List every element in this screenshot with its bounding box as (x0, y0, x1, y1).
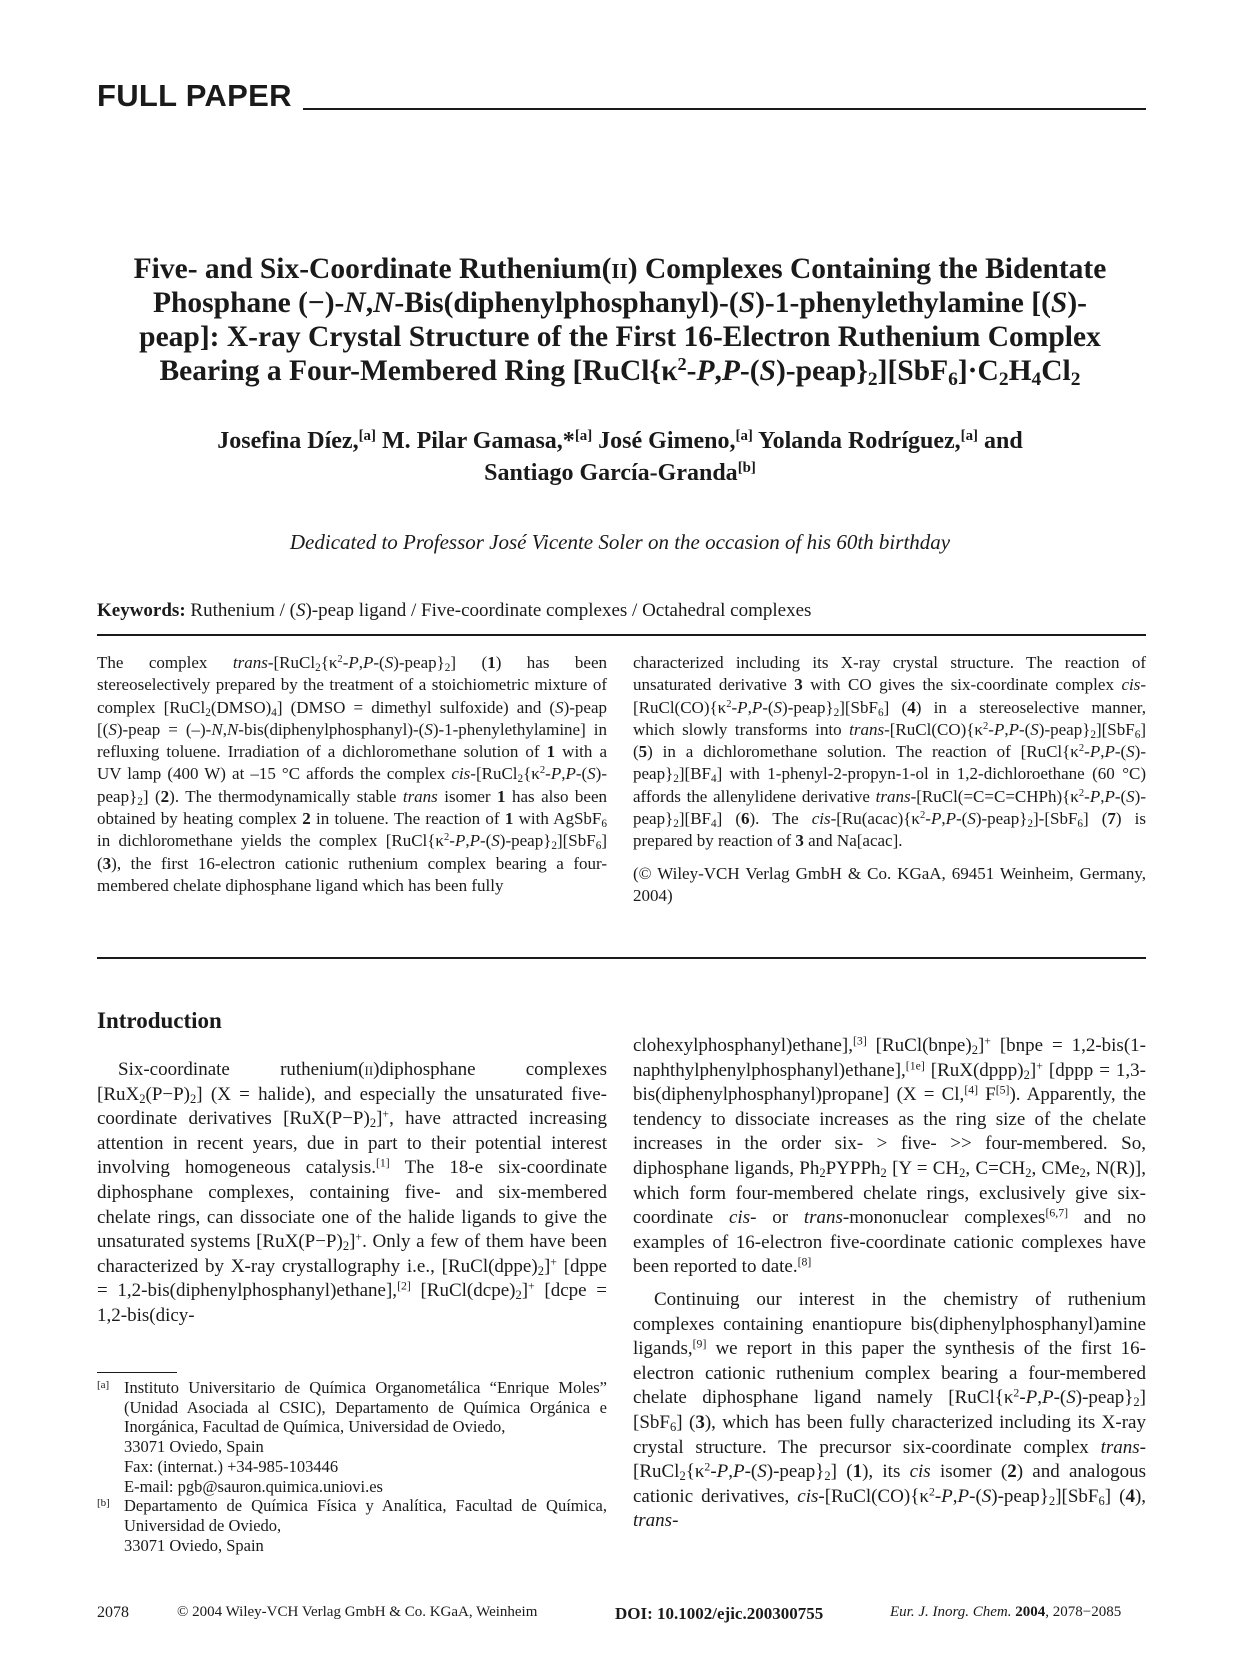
abstract-bottom-rule (97, 957, 1146, 959)
page-number: 2078 (97, 1604, 129, 1621)
footnote-text: Departamento de Química Física y Analítica, Facultad de Química, Universidad de Oviedo, 33071 Oviedo, Spain (124, 1496, 607, 1555)
footer-copyright: © 2004 Wiley-VCH Verlag GmbH & Co. KGaA, Weinheim (177, 1604, 538, 1620)
doi-link[interactable]: DOI: 10.1002/ejic.200300755 (615, 1604, 824, 1623)
title-line: peap]: X-ray Crystal Structure of the First 16-Electron Ruthenium Complex (139, 321, 1101, 353)
footnote-mark: [a] (97, 1379, 110, 1391)
footnote (97, 1378, 607, 1496)
body-left-column (97, 1058, 607, 1329)
author-line: Santiago García-Granda[b] (484, 459, 756, 486)
body-right-column (633, 1034, 1146, 1534)
title-line: Phosphane (−)-N,N-Bis(diphenylphosphanyl)-(S)-1-phenylethylamine [(S)- (153, 287, 1087, 319)
abstract-left-column (97, 652, 607, 897)
title-line: Bearing a Four-Membered Ring $[RuCl\{\kappa^2-P,P-(S)-peap\}_2][SbF_6]\cdot C_2H_4Cl_2$ (159, 353, 1081, 390)
abstract-text: The complex trans-$[RuCl_2\{\kappa^2-P,P-(S)-peap\}_2]$ (1) has been stereoselectively prepared by the treatment of a stoichiometric mixture of complex $[RuCl_2(DMSO)_4]$ (DMSO = dimethyl sulfoxide) and (S)-peap [(S)-peap = (–)-N,N-bis(diphenylphosphanyl)-(S)-1-phenylethylamine] in refluxing toluene. Irradiation of a dichloromethane solution of 1 with a UV lamp (400 W) at –15 °C affords the complex cis-$[RuCl_2\{\kappa^2-P,P-(S)-peap\}_2]$ (2). The thermodynamically stable trans isomer 1 has also been obtained by heating complex 2 in toluene. The reaction of 1 with AgSbF$_6$ in dichloromethane yields the complex $[RuCl\{\kappa^2-P,P-(S)-peap\}_2][SbF_6]$ (3), the first 16-electron cationic ruthenium complex bearing a four-membered chelate diphosphane ligand which has been fully (97, 653, 608, 895)
author-list (100, 425, 1140, 489)
dedication: Dedicated to Professor José Vicente Soler on the occasion of his 60th birthday (289, 530, 951, 554)
body-paragraph: Continuing our interest in the chemistry of ruthenium complexes containing enantiopure bis(diphenylphosphanyl)amine ligands,[9] we report in this paper the synthesis of the first 16-electron cationic ruthenium complex bearing a four-membered chelate diphosphane ligand namely $[RuCl\{\kappa^2-P,P-(S)-peap\}_2][SbF_6]$ (3), which has been fully characterized including its X-ray crystal structure. The precursor six-coordinate complex trans-$[RuCl_2\{\kappa^2-P,P-(S)-peap\}_2]$ (1), its cis isomer (2) and analogous cationic derivatives, cis-$[RuCl(CO)\{\kappa^2-P,P-(S)-peap\}_2][SbF_6]$ (4), trans- (633, 1288, 1147, 1532)
body-paragraph: clohexylphosphanyl)ethane],[3] $[RuCl(bnpe)_2]^+$ [bnpe = 1,2-bis(1-naphthylphenylphosphanyl)ethane],[1e] $[RuX(dppp)_2]^+$ [dppp = 1,3-bis(diphenylphosphanyl)propane] (X = Cl,[4] F[5]). Apparently, the tendency to dissociate increases as the ring size of the chelate increases in the order six- > five- >> four-membered. So, diphosphane ligands, $Ph_2PYPPh_2$ [$Y = CH_2$, $C=CH_2$, CMe$_2$, N(R)], which form four-membered chelate rings, exclusively give six-coordinate cis- or trans-mononuclear complexes[6,7] and no examples of 16-electron five-coordinate cationic complexes have been reported to date.[8] (633, 1034, 1147, 1278)
abstract-copyright: (© Wiley-VCH Verlag GmbH & Co. KGaA, 69451 Weinheim, Germany, 2004) (633, 863, 1146, 905)
abstract-right-column (633, 652, 1146, 907)
footnote-mark: [b] (97, 1497, 110, 1510)
header-rule (303, 108, 1146, 110)
body-paragraph: Six-coordinate ruthenium(ii)diphosphane complexes $[RuX_2(P-P)_2] (X$ = halide), and especially the unsaturated five-coordinate derivatives $[RuX(P-P)_2]^+$, have attracted increasing attention in recent years, due in part to their potential interest involving homogeneous catalysis.[1] The 18-e six-coordinate diphosphane complexes, containing five- and six-membered chelate rings, can dissociate one of the halide ligands to give the unsaturated systems $[RuX(P-P)_2]^+$. Only a few of them have been characterized by X-ray crystallography i.e., $[RuCl(dppe)_2]^+$ [dppe = 1,2-bis(diphenylphosphanyl)ethane],[2] $[RuCl(dcpe)_2]^+$ [dcpe = 1,2-bis(dicy- (97, 1059, 607, 1326)
paper-title (100, 252, 1140, 388)
section-label: FULL PAPER (97, 78, 292, 113)
title-line: Five- and Six-Coordinate Ruthenium(ii) Complexes Containing the Bidentate (133, 253, 1107, 285)
abstract-top-rule (97, 634, 1146, 636)
journal-citation: Eur. J. Inorg. Chem. 2004, 2078−2085 (890, 1604, 1122, 1620)
keywords (97, 600, 811, 622)
footnote (97, 1496, 607, 1555)
section-heading: Introduction (97, 1008, 222, 1033)
keywords-label: Keywords: (97, 600, 186, 621)
abstract-text: characterized including its X-ray crystal structure. The reaction of unsaturated derivative 3 with CO gives the six-coordinate complex cis-$[RuCl(CO)\{\kappa^2-P,P-(S)-peap\}_2][SbF_6]$ (4) in a stereoselective manner, which slowly transforms into trans-$[RuCl(CO)\{\kappa^2-P,P-(S)-peap\}_2][SbF_6]$ (5) in a dichloromethane solution. The reaction of $[RuCl\{\kappa^2-P,P-(S)-peap\}_2][BF_4]$ with 1-phenyl-2-propyn-1-ol in 1,2-dichloroethane (60 °C) affords the allenylidene derivative trans-$[RuCl(=C=C=CHPh)\{\kappa^2-P,P-(S)-peap\}_2][BF_4]$ (6). The cis-$[Ru(acac)\{\kappa^2-P,P-(S)-peap\}_2]-[SbF_6]$ (7) is prepared by reaction of 3 and Na[acac]. (633, 653, 1146, 851)
affiliation-footnotes (97, 1378, 607, 1555)
footnote-rule (97, 1372, 177, 1373)
footnote-text: Instituto Universitario de Química Organometálica “Enrique Moles” (Unidad Asociada al CSIC), Departamento de Química Orgánica e Inorgánica, Facultad de Química, Universidad de Oviedo, 33071 Oviedo, Spain Fax: (internat.) +34-985-103446 E-mail: pgb@sauron.quimica.uniovi.es (124, 1378, 607, 1496)
keywords-text: Ruthenium / (S)-peap ligand / Five-coordinate complexes / Octahedral complexes (185, 600, 812, 621)
author-line: Josefina Díez,[a] M. Pilar Gamasa,*[a] José Gimeno,[a] Yolanda Rodríguez,[a] and (217, 427, 1023, 454)
